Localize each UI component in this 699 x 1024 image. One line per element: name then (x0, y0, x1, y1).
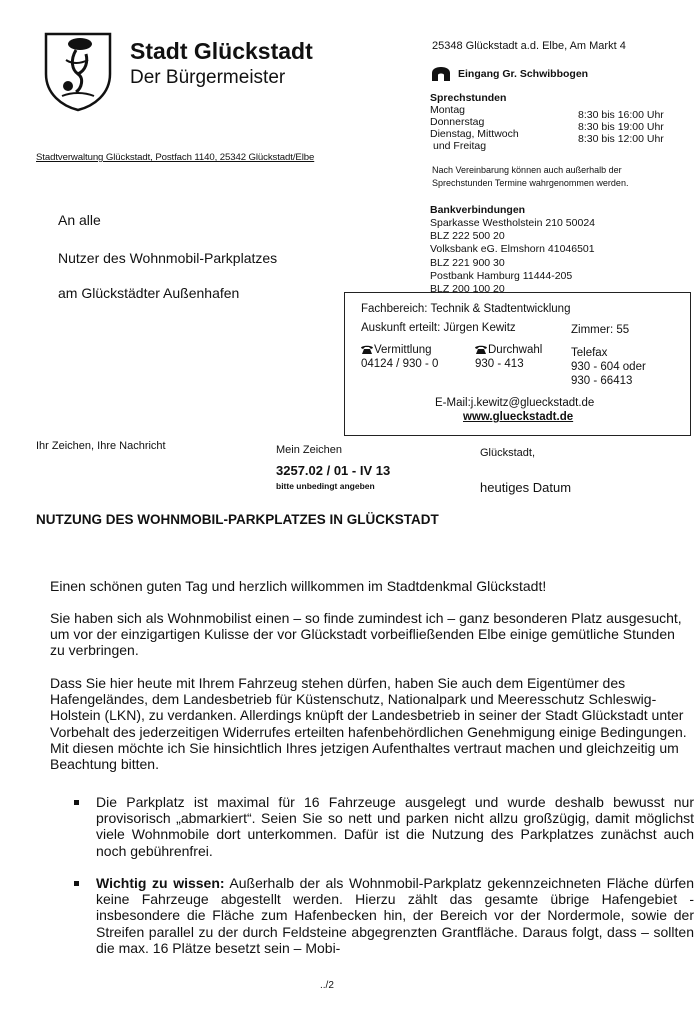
bank-line: BLZ 200 100 20 (430, 283, 505, 296)
greeting: Einen schönen guten Tag und herzlich willkommen im Stadtdenkmal Glückstadt! (50, 578, 547, 594)
office-address: 25348 Glückstadt a.d. Elbe, Am Markt 4 (432, 40, 626, 52)
direct-label: Durchwahl (488, 344, 543, 356)
bullet-text: Außerhalb der als Wohnmobil-Parkplatz gekennzeichneten Fläche dürfen keine Fahrzeuge abgestellt werden. Hierzu zählt das gesamte übrige Hafengebiet - insbesondere die Fläche zum Hafenbecken hin, der Bereich vor der Nordermole, sowie der Streifen parallel zu der durch Feldsteine abgegrenzten Grantfläche. Daraus folgt, dass – sollten die max. 16 Plätze besetzt sein – Mobi- (96, 875, 694, 956)
bank-line: BLZ 222 500 20 (430, 230, 505, 243)
hours-day: Donnerstag (430, 116, 485, 128)
bank-details-title: Bankverbindungen (430, 204, 526, 216)
room-number: Zimmer: 55 (571, 324, 630, 336)
recipient-line: am Glückstädter Außenhafen (58, 285, 240, 301)
my-reference-label: Mein Zeichen (276, 444, 343, 456)
my-reference-value: 3257.02 / 01 - IV 13 (276, 463, 391, 478)
bank-line: Sparkasse Westholstein 210 50024 (430, 217, 595, 229)
phone-icon (475, 345, 487, 354)
hours-note-line: Sprechstunden Termine wahrgenommen werden. (432, 178, 629, 188)
contact-box (344, 292, 691, 436)
hours-time: 8:30 bis 16:00 Uhr (578, 109, 664, 121)
hours-day: und Freitag (433, 140, 487, 152)
fax-number: 930 - 604 oder (571, 361, 646, 373)
body-paragraph: Sie haben sich als Wohnmobilist einen – so finde zumindest ich – ganz besonderen Platz ausgesucht, um vor der einzigartigen Kulisse der vor Glückstadt vorbeifließenden Elbe einige gemütliche Stunden zu verbringen. (50, 610, 682, 659)
switchboard-number: 04124 / 930 - 0 (361, 358, 439, 370)
hours-day: Dienstag, Mittwoch (430, 128, 519, 140)
bank-line: Volksbank eG. Elmshorn 41046501 (430, 243, 595, 256)
subject-line: NUTZUNG DES WOHNMOBIL-PARKPLATZES IN GLÜCKSTADT (36, 512, 439, 527)
fax-number: 930 - 66413 (571, 375, 633, 387)
your-reference-label: Ihr Zeichen, Ihre Nachricht (36, 440, 166, 452)
entrance-label: Eingang Gr. Schwibbogen (458, 68, 589, 80)
bullet-icon (74, 800, 79, 805)
office-hours-title: Sprechstunden (430, 92, 507, 104)
my-reference-note: bitte unbedingt angeben (276, 481, 375, 491)
sender-return-address: Stadtverwaltung Glückstadt, Postfach 1140, 25342 Glückstadt/Elbe (36, 152, 315, 163)
coat-of-arms-icon (42, 30, 114, 112)
organization-name: Stadt Glückstadt (130, 38, 313, 64)
fax-label: Telefax (571, 347, 608, 359)
bank-line: Postbank Hamburg 11444-205 (430, 269, 573, 282)
bullet-bold-lead: Wichtig zu wissen: (96, 875, 225, 891)
phone-icon (361, 345, 373, 354)
bullet-icon (74, 881, 79, 886)
website-link[interactable]: www.glueckstadt.de (463, 411, 574, 423)
bullet-item: Die Parkplatz ist maximal für 16 Fahrzeuge ausgelegt und wurde deshalb bewusst nur provisorisch „abmarkiert“. Seien Sie so nett und parken nicht allzu großzügig, damit möglichst viele Wohnmobile dort unterkommen. Dafür ist die Nutzung des Parkplatzes zunächst auch noch gebührenfrei. (96, 794, 694, 859)
hours-time: 8:30 bis 12:00 Uhr (578, 133, 664, 145)
department-info: Fachbereich: Technik & Stadtentwicklung (361, 303, 571, 315)
switchboard-label-wrap (361, 344, 432, 356)
department-name: Der Bürgermeister (130, 67, 286, 88)
switchboard-label: Vermittlung (374, 344, 432, 356)
building-entrance-icon (430, 66, 452, 82)
contact-person: Auskunft erteilt: Jürgen Kewitz (361, 322, 516, 334)
body-paragraph: Dass Sie hier heute mit Ihrem Fahrzeug stehen dürfen, haben Sie auch dem Eigentümer des Hafengeländes, dem Landesbetrieb für Küstenschutz, Nationalpark und Meeresschutz Schleswig-Holstein (LKN), zu verdanken. Allerdings knüpft der Landesbetrieb in seiner der Stadt Glückstadt unter Vorbehalt des jederzeitigen Widerrufes erteilten hafenbehördlichen Genehmigung einige Bedingungen. Mit diesen möchte ich Sie hinsichtlich Ihres jetzigen Aufenthaltes vertraut machen und gleichzeitig um Beachtung bitten. (50, 675, 687, 773)
office-hours-days (430, 104, 519, 152)
hours-day: Montag (430, 104, 466, 116)
direct-label-wrap (475, 344, 542, 356)
hours-time: 8:30 bis 19:00 Uhr (578, 121, 664, 133)
bank-details (430, 217, 595, 296)
hours-note (432, 164, 692, 190)
bank-line: BLZ 221 900 30 (430, 256, 505, 269)
place: Glückstadt, (480, 447, 536, 459)
page-continuation-marker: ../2 (320, 980, 334, 991)
email-link[interactable]: E-Mail:j.kewitz@glueckstadt.de (435, 397, 595, 409)
hours-note-line: Nach Vereinbarung können auch außerhalb der (432, 165, 622, 175)
date: heutiges Datum (480, 480, 572, 495)
recipient-line: Nutzer des Wohnmobil-Parkplatzes (58, 250, 278, 266)
bullet-item (96, 875, 694, 956)
entrance-info (430, 66, 588, 82)
direct-number: 930 - 413 (475, 358, 524, 370)
office-hours-times (578, 109, 664, 145)
recipient-line: An alle (58, 212, 101, 228)
